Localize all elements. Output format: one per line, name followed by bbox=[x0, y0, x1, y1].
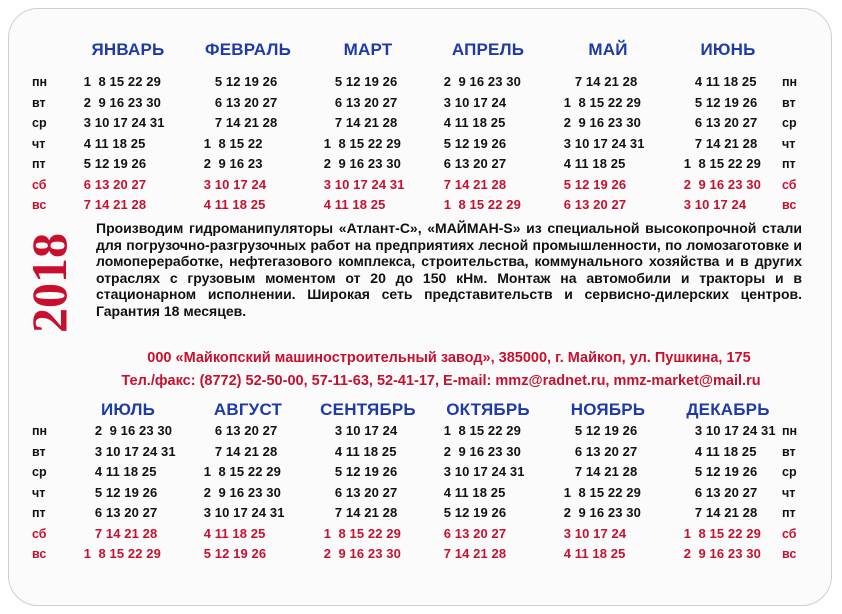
week-row: 5 12 19 26 bbox=[80, 156, 147, 171]
week-row: 1 8 15 22 bbox=[200, 135, 263, 151]
day-label: чт bbox=[782, 485, 796, 500]
year-vertical-label bbox=[18, 218, 80, 348]
week-row: 2 9 16 23 30 bbox=[320, 156, 401, 171]
week-row: 2 9 16 23 30 bbox=[680, 546, 761, 561]
week-row: 7 14 21 28 bbox=[680, 135, 758, 151]
week-row: 7 14 21 28 bbox=[440, 176, 507, 192]
week-row: 1 8 15 22 29 bbox=[680, 525, 761, 541]
week-row: 4 11 18 25 bbox=[560, 546, 626, 561]
week-row: 1 8 15 22 29 bbox=[200, 464, 281, 479]
month-grid-april bbox=[428, 72, 548, 216]
week-row: 3 10 17 24 31 bbox=[440, 464, 525, 479]
month-name: АВГУСТ bbox=[213, 400, 283, 419]
week-row: 3 10 17 24 31 bbox=[80, 115, 165, 130]
week-row: 6 13 20 27 bbox=[440, 156, 507, 171]
month-name: ОКТЯБРЬ bbox=[446, 400, 530, 419]
week-row: 3 10 17 24 bbox=[320, 423, 398, 438]
week-row: 3 10 17 24 bbox=[560, 525, 627, 541]
day-label: сб bbox=[782, 526, 797, 541]
month-name: ИЮЛЬ bbox=[100, 400, 156, 419]
week-row: 5 12 19 26 bbox=[200, 74, 278, 89]
week-row: 2 9 16 23 30 bbox=[560, 115, 641, 130]
week-row: 4 11 18 25 bbox=[80, 135, 146, 151]
year-text: 2018 bbox=[21, 233, 77, 333]
day-label: сб bbox=[32, 526, 47, 541]
bottom-calendar-grid bbox=[68, 421, 788, 565]
month-name: МАРТ bbox=[343, 40, 393, 59]
day-label: вс bbox=[32, 198, 47, 212]
month-grid-september bbox=[308, 421, 428, 565]
week-row: 4 11 18 25 bbox=[680, 74, 757, 89]
top-calendar-grid bbox=[68, 72, 788, 216]
week-row: 7 14 21 28 bbox=[200, 443, 278, 459]
top-months-header bbox=[68, 40, 788, 60]
week-row: 2 9 16 23 30 bbox=[440, 443, 521, 459]
week-row: 3 10 17 24 31 bbox=[200, 505, 285, 520]
day-label: вс bbox=[782, 547, 797, 561]
week-row: 2 9 16 23 30 bbox=[320, 546, 401, 561]
week-row: 7 14 21 28 bbox=[80, 197, 147, 212]
week-row: 1 8 15 22 29 bbox=[440, 423, 521, 438]
week-row: 7 14 21 28 bbox=[80, 525, 158, 541]
week-row: 3 10 17 24 31 bbox=[560, 135, 645, 151]
week-row: 6 13 20 27 bbox=[200, 423, 278, 438]
week-row: 5 12 19 26 bbox=[320, 74, 398, 89]
day-label: ср bbox=[32, 465, 47, 479]
week-row: 3 10 17 24 31 bbox=[80, 443, 176, 459]
week-row: 4 11 18 25 bbox=[320, 197, 386, 212]
day-label: ср bbox=[32, 116, 47, 130]
month-grid-may bbox=[548, 72, 668, 216]
week-row: 7 14 21 28 bbox=[680, 505, 758, 520]
week-row: 4 11 18 25 bbox=[560, 156, 626, 171]
month-grid-august bbox=[188, 421, 308, 565]
week-row: 2 9 16 23 bbox=[200, 156, 263, 171]
month-grid-december bbox=[668, 421, 788, 565]
week-row: 2 9 16 23 30 bbox=[560, 505, 641, 520]
week-row: 7 14 21 28 bbox=[440, 546, 507, 561]
week-row: 7 14 21 28 bbox=[320, 115, 398, 130]
day-label: вс bbox=[32, 547, 47, 561]
week-row: 1 8 15 22 29 bbox=[80, 74, 161, 89]
week-row: 6 13 20 27 bbox=[560, 443, 638, 459]
week-row: 7 14 21 28 bbox=[560, 464, 638, 479]
week-row: 7 14 21 28 bbox=[560, 74, 638, 89]
month-grid-november bbox=[548, 421, 668, 565]
week-row: 6 13 20 27 bbox=[680, 115, 758, 130]
week-row: 1 8 15 22 29 bbox=[560, 484, 641, 500]
week-row: 5 12 19 26 bbox=[680, 464, 758, 479]
day-label: чт bbox=[32, 485, 46, 500]
day-label: чт bbox=[782, 136, 796, 151]
day-labels-left-top bbox=[32, 72, 47, 216]
week-row: 4 11 18 25 bbox=[200, 525, 266, 541]
week-row: 5 12 19 26 bbox=[80, 484, 158, 500]
week-row: 5 12 19 26 bbox=[680, 94, 758, 110]
month-grid-february bbox=[188, 72, 308, 216]
week-row: 2 9 16 23 30 bbox=[200, 484, 281, 500]
day-label: пт bbox=[782, 506, 796, 520]
day-label: пн bbox=[32, 424, 48, 438]
week-row: 2 9 16 23 30 bbox=[440, 74, 521, 89]
week-row: 5 12 19 26 bbox=[320, 464, 398, 479]
week-row: 1 8 15 22 29 bbox=[80, 546, 161, 561]
week-row: 5 12 19 26 bbox=[560, 423, 638, 438]
day-label: вт bbox=[32, 444, 46, 459]
week-row: 3 10 17 24 bbox=[680, 197, 747, 212]
week-row: 6 13 20 27 bbox=[680, 484, 758, 500]
week-row: 5 12 19 26 bbox=[440, 135, 507, 151]
week-row: 7 14 21 28 bbox=[320, 505, 398, 520]
week-row: 4 11 18 25 bbox=[440, 484, 506, 500]
week-row: 1 8 15 22 29 bbox=[440, 197, 521, 212]
week-row: 4 11 18 25 bbox=[80, 464, 157, 479]
day-label: пт bbox=[782, 157, 796, 171]
day-label: сб bbox=[32, 177, 47, 192]
week-row: 1 8 15 22 29 bbox=[680, 156, 761, 171]
week-row: 6 13 20 27 bbox=[320, 94, 398, 110]
day-label: пн bbox=[782, 75, 798, 89]
week-row: 6 13 20 27 bbox=[320, 484, 398, 500]
day-label: вт bbox=[32, 95, 46, 110]
week-row: 1 8 15 22 29 bbox=[560, 94, 641, 110]
week-row: 6 13 20 27 bbox=[440, 525, 507, 541]
week-row: 5 12 19 26 bbox=[440, 505, 507, 520]
month-grid-january bbox=[68, 72, 188, 216]
week-row: 5 12 19 26 bbox=[200, 546, 267, 561]
week-row: 3 10 17 24 bbox=[200, 176, 267, 192]
week-row: 4 11 18 25 bbox=[200, 197, 266, 212]
month-grid-october bbox=[428, 421, 548, 565]
day-label: чт bbox=[32, 136, 46, 151]
day-label: сб bbox=[782, 177, 797, 192]
month-name: ФЕВРАЛЬ bbox=[204, 40, 291, 59]
week-row: 1 8 15 22 29 bbox=[320, 135, 401, 151]
week-row: 3 10 17 24 bbox=[440, 94, 507, 110]
week-row: 6 13 20 27 bbox=[80, 505, 158, 520]
day-label: пн bbox=[32, 75, 48, 89]
day-label: вс bbox=[782, 198, 797, 212]
week-row: 6 13 20 27 bbox=[200, 94, 278, 110]
company-address: 000 «Майкопский машиностроительный завод», 385000, г. Майкоп, ул. Пушкина, 175 bbox=[147, 350, 751, 366]
month-grid-march bbox=[308, 72, 428, 216]
week-row: 5 12 19 26 bbox=[560, 176, 627, 192]
day-label: пт bbox=[32, 157, 46, 171]
week-row: 4 11 18 25 bbox=[440, 115, 506, 130]
week-row: 4 11 18 25 bbox=[680, 443, 757, 459]
month-name: АПРЕЛЬ bbox=[451, 40, 525, 59]
month-name: ИЮНЬ bbox=[700, 40, 756, 59]
week-row: 2 9 16 23 30 bbox=[80, 423, 173, 438]
month-name: ЯНВАРЬ bbox=[91, 40, 165, 59]
day-label: пн bbox=[782, 424, 798, 438]
day-label: вт bbox=[782, 444, 796, 459]
week-row: 2 9 16 23 30 bbox=[680, 176, 761, 192]
day-label: пт bbox=[32, 506, 46, 520]
week-row: 1 8 15 22 29 bbox=[320, 525, 401, 541]
month-name: МАЙ bbox=[588, 40, 628, 59]
month-grid-july bbox=[68, 421, 188, 565]
day-label: ср bbox=[782, 116, 797, 130]
week-row: 6 13 20 27 bbox=[560, 197, 627, 212]
week-row: 4 11 18 25 bbox=[320, 443, 397, 459]
month-grid-june bbox=[668, 72, 788, 216]
month-name: НОЯБРЬ bbox=[570, 400, 646, 419]
month-name: СЕНТЯБРЬ bbox=[320, 400, 416, 419]
bottom-months-header bbox=[68, 400, 788, 420]
day-labels-left-bottom bbox=[32, 421, 47, 565]
week-row: 3 10 17 24 31 bbox=[320, 176, 405, 192]
contact-info: Тел./факс: (8772) 52-50-00, 57-11-63, 52-41-17, E-mail: mmz@radnet.ru, mmz-market@mail.ru bbox=[121, 373, 761, 389]
week-row: 6 13 20 27 bbox=[80, 176, 147, 192]
advertisement-text: Производим гидроманипуляторы «Атлант-С», «МАЙМАН-S» из специальной высокопрочной стали для погрузочно-разгрузочных работ на предприятиях лесной промышленности, по ломозаготовке и ломопереработке, нефтегазового комплекса, строительства, коммунального хозяйства и в других отраслях с грузовым моментом от 20 до 150 кНм. Монтаж на автомобили и тракторы и в стационарном исполнении. Широкая сеть представительств и сервисно-дилерских центров. Гарантия 18 месяцев. bbox=[96, 220, 802, 319]
week-row: 2 9 16 23 30 bbox=[80, 94, 161, 110]
day-label: ср bbox=[782, 465, 797, 479]
week-row: 3 10 17 24 31 bbox=[680, 423, 776, 438]
day-label: вт bbox=[782, 95, 796, 110]
week-row: 7 14 21 28 bbox=[200, 115, 278, 130]
month-name: ДЕКАБРЬ bbox=[686, 400, 770, 419]
